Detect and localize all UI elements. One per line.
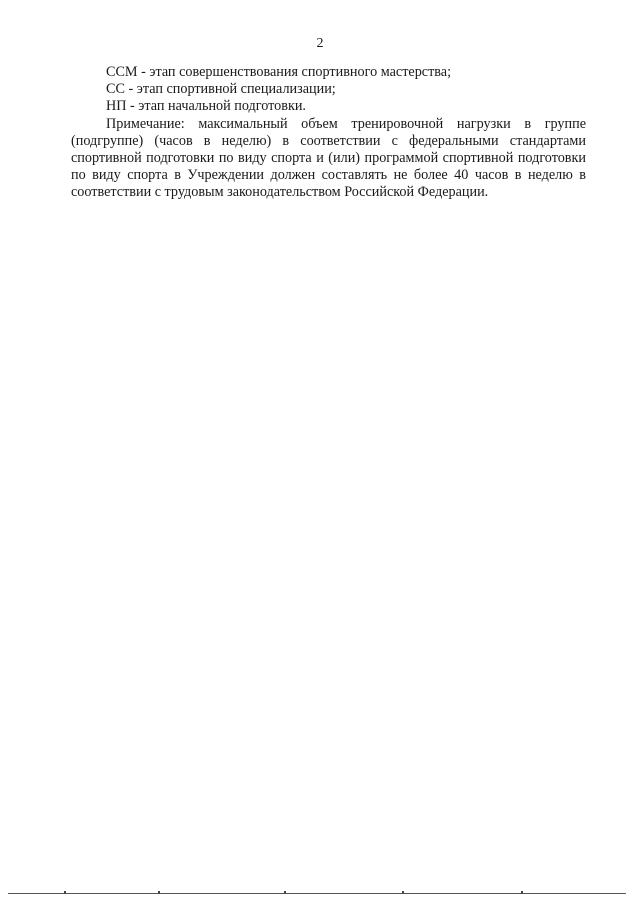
abbreviation-ssm: ССМ - этап совершенствования спортивного мастерства;: [106, 64, 452, 80]
abbreviation-np: НП - этап начальной подготовки.: [106, 98, 306, 115]
document-body: [71, 64, 586, 202]
scan-speck: [402, 891, 404, 894]
scan-speck: [521, 891, 523, 894]
scan-speck: [158, 891, 160, 894]
scan-speck: [64, 891, 66, 894]
note-paragraph: Примечание: максимальный объем тренировочной нагрузки в группе (подгруппе) (часов в неделю) в соответствии с федеральными стандартами спортивной подготовки по виду спорта и (или) программой спортивной подготовки по виду спорта в Учреждении должен составлять не более 40 часов в неделю в соответствии с трудовым законодательством Российской Федерации.: [71, 115, 586, 201]
page-number: 2: [316, 36, 324, 51]
abbreviation-ss: СС - этап спортивной специализации;: [106, 81, 336, 98]
scan-speck: [284, 891, 286, 894]
scan-bottom-edge: [8, 893, 626, 894]
